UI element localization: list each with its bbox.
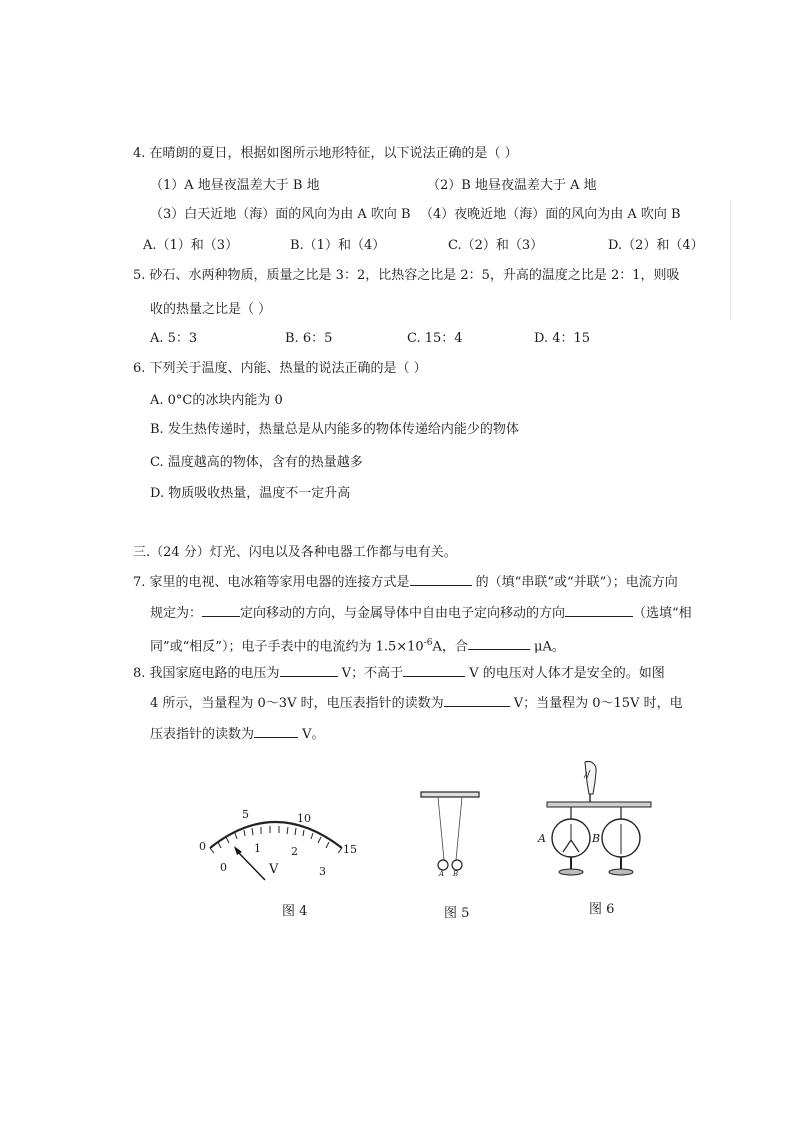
- q7-line1: [133, 573, 678, 592]
- q6-option-d: D. 物质吸收热量，温度不一定升高: [150, 486, 351, 501]
- fig6-label-b: B: [592, 832, 601, 845]
- q8-text-3a: 压表指针的读数为: [150, 727, 255, 742]
- q8-text-2b: V；当量程为 0～15V 时，电: [509, 696, 683, 711]
- q4-statement-4: （4）夜晚近地（海）面的风向为由 A 吹向 B: [420, 207, 681, 222]
- fig4-top-label-0: 0: [199, 840, 206, 853]
- q6-option-a: A. 0°C的冰块内能为 0: [150, 393, 283, 408]
- q5-stem-line1: 5. 砂石、水两种物质，质量之比是 3：2，比热容之比是 2：5，升高的温度之比是 2：1，则吸: [133, 268, 680, 283]
- q8-line1: [133, 664, 665, 683]
- fig4-bottom-label-2: 2: [291, 845, 298, 858]
- q8-text-3b: V。: [298, 727, 325, 742]
- q7-text-1a: 7. 家里的电视、电冰箱等家用电器的连接方式是: [133, 575, 410, 590]
- q8-text-1c: V 的电压对人体才是安全的。如图: [465, 666, 665, 681]
- section3-heading: 三.（24 分）灯光、闪电以及各种电器工作都与电有关。: [133, 545, 457, 560]
- fig4-unit-label: V: [269, 862, 279, 877]
- q7-text-3c: μA。: [529, 639, 565, 655]
- q7-blank-2[interactable]: [202, 604, 240, 617]
- q8-line2: [150, 694, 683, 713]
- q8-line3: [150, 725, 325, 744]
- q4-stem: 4. 在晴朗的夏日，根据如图所示地形特征，以下说法正确的是（ ）: [133, 146, 518, 161]
- fig4-bottom-label-3: 3: [319, 865, 326, 878]
- q8-blank-2[interactable]: [403, 664, 465, 677]
- fig6-electroscopes: [543, 758, 653, 888]
- q6-option-c: C. 温度越高的物体，含有的热量越多: [150, 455, 363, 470]
- q5-option-d: D. 4：15: [534, 331, 591, 346]
- fig4-top-label-10: 10: [297, 812, 311, 825]
- q8-text-1b: V；不高于: [337, 666, 404, 681]
- q8-text-1a: 8. 我国家庭电路的电压为: [133, 666, 280, 681]
- q6-option-b: B. 发生热传递时，热量总是从内能多的物体传递给内能少的物体: [150, 422, 519, 437]
- q8-blank-1[interactable]: [280, 664, 338, 677]
- fig4-bottom-label-0: 0: [220, 861, 227, 874]
- q4-statement-1: （1）A 地昼夜温差大于 B 地: [150, 178, 320, 193]
- q7-blank-4[interactable]: [468, 637, 530, 650]
- fig5-caption: 图 5: [444, 906, 470, 921]
- fig6-caption: 图 6: [589, 902, 615, 917]
- scan-artifact: [730, 200, 731, 320]
- fig5-ball-label-a: A: [439, 870, 445, 878]
- q4-option-c: C.（2）和（3）: [448, 238, 544, 253]
- fig5-suspended-balls: [418, 790, 488, 880]
- q8-blank-3[interactable]: [444, 694, 510, 707]
- q8-blank-4[interactable]: [254, 725, 298, 738]
- q7-text-3b: A，合: [432, 639, 468, 655]
- q7-blank-1[interactable]: [410, 573, 472, 586]
- q4-statement-2: （2）B 地昼夜温差大于 A 地: [427, 178, 597, 193]
- q7-exponent: -6: [423, 638, 433, 648]
- q5-option-a: A. 5：3: [150, 331, 198, 346]
- q7-text-2b: 定向移动的方向，与金属导体中自由电子定向移动的方向: [240, 606, 566, 621]
- q4-option-b: B.（1）和（4）: [290, 238, 386, 253]
- q7-line2: [150, 604, 692, 623]
- q7-line3: [150, 634, 565, 656]
- fig4-top-label-5: 5: [242, 808, 249, 821]
- q5-option-b: B. 6：5: [285, 331, 333, 346]
- fig6-label-a: A: [538, 832, 546, 845]
- fig4-caption: 图 4: [282, 904, 308, 919]
- q5-option-c: C. 15：4: [407, 331, 463, 346]
- fig4-bottom-label-1: 1: [254, 842, 261, 855]
- q4-option-d: D.（2）和（4）: [608, 238, 704, 253]
- fig5-ball-label-b: B: [453, 870, 459, 878]
- q4-statement-3: （3）白天近地（海）面的风向为由 A 吹向 B: [150, 207, 411, 222]
- q6-stem: 6. 下列关于温度、内能、热量的说法正确的是（ ）: [133, 361, 427, 376]
- q4-option-a: A.（1）和（3）: [143, 238, 239, 253]
- q7-text-3a: 同”或“相反”）；电子手表中的电流约为 1.5×10: [150, 639, 424, 655]
- q7-text-2a: 规定为：: [150, 606, 203, 621]
- q7-text-1b: 的（填“串联”或“并联”）；电流方向: [471, 575, 678, 590]
- fig4-top-label-15: 15: [343, 843, 357, 856]
- q7-blank-3[interactable]: [565, 604, 633, 617]
- q5-stem-line2: 收的热量之比是（ ）: [150, 302, 272, 317]
- q8-text-2a: 4 所示，当量程为 0～3V 时，电压表指针的读数为: [150, 696, 444, 711]
- q7-text-2c: （选填“相: [633, 606, 692, 621]
